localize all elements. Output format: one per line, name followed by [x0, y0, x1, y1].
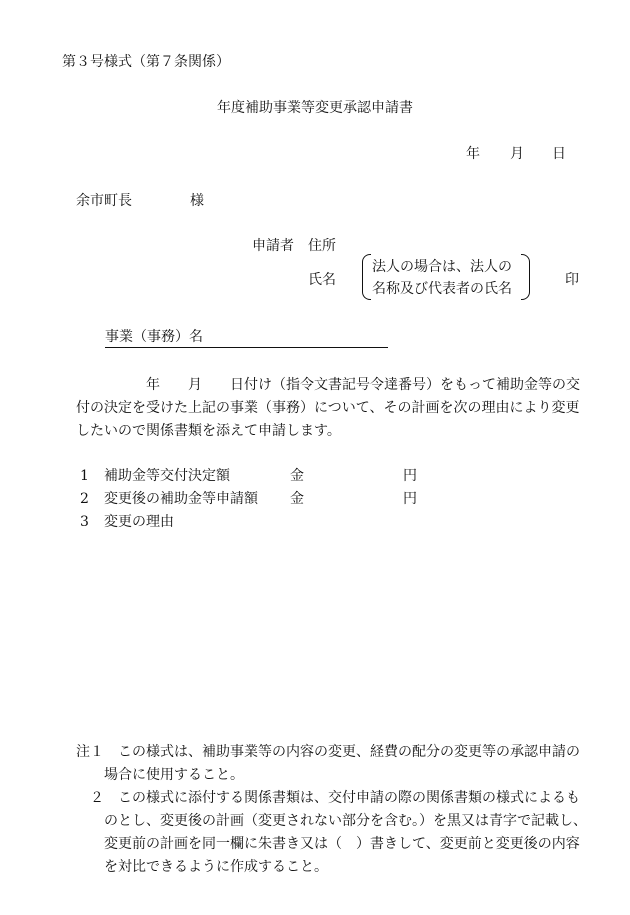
applicant-label: 申請者 — [252, 238, 294, 254]
corporate-note-line-2: 名称及び代表者の氏名 — [372, 281, 512, 297]
name-label: 氏名 — [308, 272, 336, 288]
statement-line-1: 年 月 日付け（指令文書記号令達番号）をもって補助金等の交 — [146, 377, 580, 393]
item-2-kin: 金 — [290, 491, 304, 507]
addressee-name: 余市町長 — [76, 193, 132, 209]
corporate-note-line-1: 法人の場合は、法人の — [372, 259, 512, 275]
item-2-label: 変更後の補助金等申請額 — [104, 491, 258, 507]
left-bracket — [362, 254, 371, 300]
document-title: 年度補助事業等変更承認申請書 — [217, 100, 413, 116]
note-1-line-2: 場合に使用すること。 — [104, 767, 244, 783]
project-name-label: 事業（事務）名 — [105, 329, 203, 345]
note-2-line-2: のとし、変更後の計画（変更されない部分を含む。）を黒又は青字で記載し、 — [104, 813, 587, 829]
statement-line-3: したいので関係書類を添えて申請します。 — [76, 423, 341, 439]
item-3-label: 変更の理由 — [104, 514, 174, 530]
date-year-label: 年 — [466, 146, 480, 162]
addressee-honorific: 様 — [190, 193, 204, 209]
note-2-line-1: ２ この様式に添付する関係書類は、交付申請の際の関係書類の様式によるも — [90, 790, 580, 806]
date-month-label: 月 — [510, 146, 524, 162]
note-2-line-4: を対比できるように作成すること。 — [104, 859, 328, 875]
item-1-yen: 円 — [403, 468, 417, 484]
form-number: 第３号様式（第７条関係） — [62, 54, 230, 70]
address-label: 住所 — [308, 238, 336, 254]
corporate-name-note — [362, 254, 530, 300]
right-bracket — [521, 254, 530, 300]
note-2-line-3: 変更前の計画を同一欄に朱書き又は（ ）書きして、変更前と変更後の内容 — [104, 836, 580, 852]
notes — [76, 741, 596, 879]
statement-line-2: 付の決定を受けた上記の事業（事務）について、その計画を次の理由により変更 — [76, 400, 580, 416]
date-day-label: 日 — [552, 146, 566, 162]
project-name-field — [105, 327, 388, 348]
item-3-number: 3 — [80, 514, 89, 530]
seal-mark: 印 — [565, 272, 579, 288]
item-1-number: 1 — [80, 468, 89, 484]
application-statement — [76, 374, 596, 443]
item-1-kin: 金 — [290, 468, 304, 484]
note-1-line-1: 注１ この様式は、補助事業等の内容の変更、経費の配分の変更等の承認申請の — [76, 744, 580, 760]
item-2-yen: 円 — [403, 491, 417, 507]
item-2-number: 2 — [80, 491, 89, 507]
item-1-label: 補助金等交付決定額 — [104, 468, 230, 484]
